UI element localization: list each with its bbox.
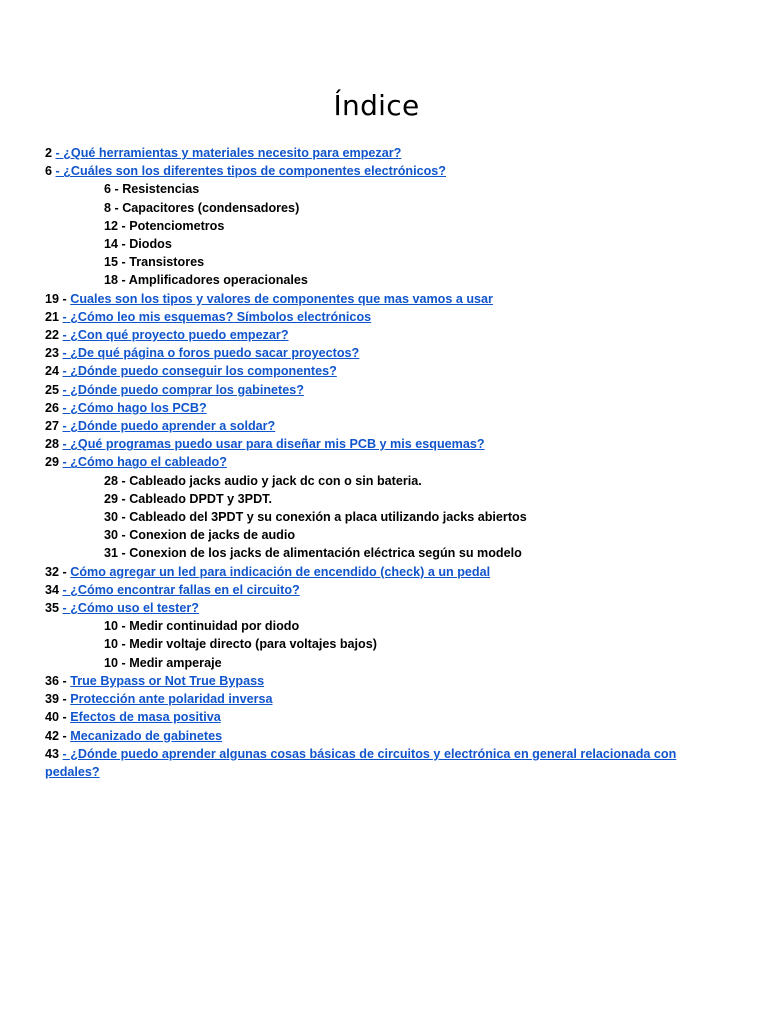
toc-entry: 36 - True Bypass or Not True Bypass [45, 673, 265, 688]
toc-subentry: 10 - Medir voltaje directo (para voltajes bajos) [104, 637, 377, 652]
toc-page-number: 32 [45, 564, 60, 579]
toc-page-number: 35 [45, 601, 60, 616]
toc-page-number: 23 [45, 346, 60, 361]
toc-page-number: 2 [45, 146, 53, 160]
toc-link[interactable]: - ¿Qué programas puedo usar para diseñar mis PCB y mis esquemas? [62, 437, 485, 452]
toc-entry [45, 344, 745, 362]
toc-entry: 40 - Efectos de masa positiva [45, 710, 221, 725]
toc-link[interactable]: - ¿Dónde puedo comprar los gabinetes? [62, 382, 304, 397]
toc-subentry: 15 - Transistores [104, 255, 205, 270]
toc-page-number: 36 [45, 673, 60, 688]
toc-page-number: 34 [45, 582, 60, 597]
toc-link[interactable]: - ¿De qué página o foros puedo sacar proyectos? [62, 346, 360, 361]
toc-link[interactable]: Cómo agregar un led para indicación de encendido (check) a un pedal [70, 564, 491, 579]
toc-entry: 42 - Mecanizado de gabinetes [45, 728, 223, 743]
toc-link[interactable]: - ¿Dónde puedo aprender algunas cosas básicas de circuitos y electrónica en general relacionada con pedales? [45, 746, 677, 779]
toc-subentry: 10 - Medir amperaje [104, 655, 222, 670]
toc-entry: 32 - Cómo agregar un led para indicación de encendido (check) a un pedal [45, 564, 491, 579]
toc-subentry: 29 - Cableado DPDT y 3PDT. [104, 491, 272, 506]
toc-entry [45, 381, 745, 399]
toc-subentry: 14 - Diodos [104, 237, 172, 252]
toc-entry: 19 - Cuales son los tipos y valores de componentes que mas vamos a usar [45, 291, 493, 306]
toc-page-number: 42 [45, 728, 60, 743]
toc-entry [45, 745, 685, 781]
toc-entry [45, 144, 745, 162]
toc-link[interactable]: - ¿Con qué proyecto puedo empezar? [62, 328, 289, 343]
toc-entry [45, 599, 745, 617]
toc-subentry: 31 - Conexion de los jacks de alimentación eléctrica según su modelo [104, 546, 522, 561]
toc-link[interactable]: - ¿Cómo uso el tester? [62, 601, 199, 616]
toc-link[interactable]: Cuales son los tipos y valores de componentes que mas vamos a usar [70, 291, 493, 306]
toc-page-number: 29 [45, 455, 60, 470]
toc-subentry: 18 - Amplificadores operacionales [104, 273, 308, 288]
toc-entry [45, 362, 745, 380]
toc-entry [45, 326, 745, 344]
toc-subentry: 28 - Cableado jacks audio y jack dc con o sin bateria. [104, 473, 422, 488]
toc-page-number: 27 [45, 419, 60, 434]
toc-page-number: 28 [45, 437, 60, 452]
toc-page-number: 19 [45, 291, 60, 306]
toc-link[interactable]: - ¿Cómo encontrar fallas en el circuito? [62, 582, 300, 597]
toc-entry [45, 399, 745, 417]
toc-subentry: 10 - Medir continuidad por diodo [104, 619, 300, 634]
toc-link[interactable]: - ¿Qué herramientas y materiales necesito para empezar? [55, 146, 402, 160]
toc-entry [45, 581, 745, 599]
toc-page-number: 39 [45, 692, 60, 707]
toc-subentry: 8 - Capacitores (condensadores) [104, 200, 300, 215]
toc-page-number: 21 [45, 309, 60, 324]
toc-entry [45, 162, 745, 180]
toc-page-number: 40 [45, 710, 60, 725]
toc-subentry: 6 - Resistencias [104, 182, 200, 197]
toc-page-number: 25 [45, 382, 60, 397]
toc-link[interactable]: - ¿Cómo hago el cableado? [62, 455, 227, 470]
document-page [45, 0, 745, 781]
page-title: Índice [333, 89, 420, 122]
toc-subentry: 30 - Cableado del 3PDT y su conexión a placa utilizando jacks abiertos [104, 510, 527, 525]
toc-link[interactable]: - ¿Cómo leo mis esquemas? Símbolos electrónicos [62, 309, 372, 324]
toc-subentry: 12 - Potenciometros [104, 218, 225, 233]
toc-link[interactable]: - ¿Cuáles son los diferentes tipos de componentes electrónicos? [55, 164, 447, 179]
toc-entry: 39 - Protección ante polaridad inversa [45, 692, 273, 707]
toc-page-number: 24 [45, 364, 60, 379]
toc-link[interactable]: Mecanizado de gabinetes [70, 728, 223, 743]
toc-page-number: 6 [45, 164, 53, 179]
toc-link[interactable]: Protección ante polaridad inversa [70, 692, 273, 707]
toc-page-number: 43 [45, 746, 60, 761]
toc-link[interactable]: - ¿Cómo hago los PCB? [62, 400, 207, 415]
toc-entry [45, 308, 745, 326]
toc-page-number: 22 [45, 328, 60, 343]
toc-entry [45, 435, 745, 453]
toc-link[interactable]: - ¿Dónde puedo aprender a soldar? [62, 419, 276, 434]
toc-entry [45, 453, 745, 471]
toc-subentry: 30 - Conexion de jacks de audio [104, 528, 296, 543]
toc-link[interactable]: - ¿Dónde puedo conseguir los componentes? [62, 364, 337, 379]
toc-link[interactable]: Efectos de masa positiva [70, 710, 221, 725]
table-of-contents [45, 144, 745, 781]
toc-page-number: 26 [45, 400, 60, 415]
toc-entry [45, 417, 745, 435]
toc-link[interactable]: True Bypass or Not True Bypass [70, 673, 265, 688]
